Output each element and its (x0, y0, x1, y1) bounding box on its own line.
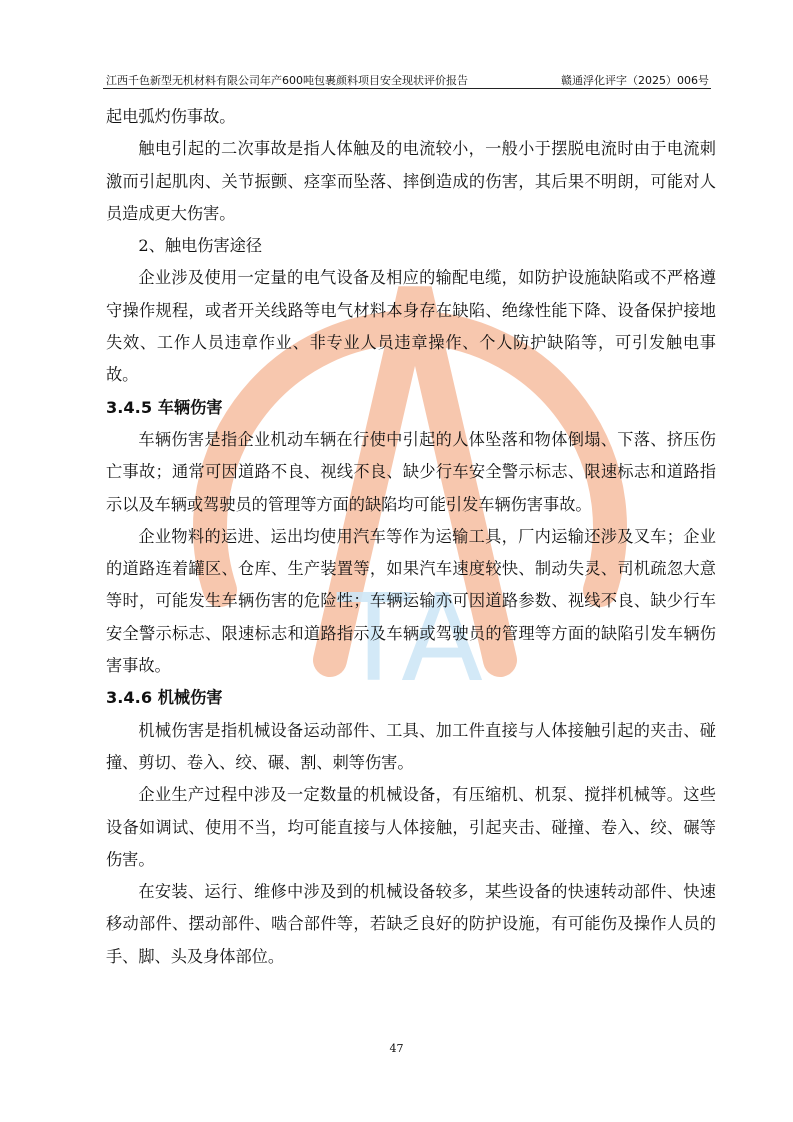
section-heading-vehicle-injury: 3.4.5 车辆伤害 (106, 397, 223, 417)
header-report-title: 江西千色新型无机材料有限公司年产600吨包裹颜料项目安全现状评价报告 (106, 74, 468, 87)
paragraph: 机械伤害是指机械设备运动部件、工具、加工件直接与人体接触引起的夹击、碰撞、剪切、卷入、绞、碾、割、刺等伤害。 (106, 720, 716, 772)
paragraph: 起电弧灼伤事故。 (106, 107, 236, 126)
paragraph: 车辆伤害是指企业机动车辆在行使中引起的人体坠落和物体倒塌、下落、挤压伤亡事故；通常可因道路不良、视线不良、缺少行车安全警示标志、限速标志和道路指示以及车辆或驾驶员的管理等方面的缺陷均可能引发车辆伤害事故。 (106, 429, 716, 514)
watermark-letters: TA (336, 570, 484, 700)
paragraph: 企业生产过程中涉及一定数量的机械设备，有压缩机、机泵、搅拌机械等。这些设备如调试、使用不当，均可能直接与人体接触，引起夹击、碰撞、卷入、绞、碾等伤害。 (106, 785, 716, 869)
header-report-number: 赣通浮化评字（2025）006号 (561, 74, 709, 87)
paragraph: 企业物料的运进、运出均使用汽车等作为运输工具，厂内运输还涉及叉车；企业的道路连着罐区、仓库、生产装置等，如果汽车速度较快、制动失灵、司机疏忽大意等时，可能发生车辆伤害的危险性；车辆运输亦可因道路参数、视线不良、缺少行车安全警示标志、限速标志和道路指示及车辆或驾驶员的管理等方面的缺陷引发车辆伤害事故。 (106, 526, 716, 676)
page-number: 47 (389, 1042, 404, 1055)
subheading: 2、触电伤害途径 (138, 236, 263, 256)
page-header (103, 70, 711, 89)
paragraph: 企业涉及使用一定量的电气设备及相应的输配电缆，如防护设施缺陷或不严格遵守操作规程，或者开关线路等电气材料本身存在缺陷、绝缘性能下降、设备保护接地失效、工作人员违章作业、非专业人员违章操作、个人防护缺陷等，可引发触电事故。 (106, 268, 716, 385)
section-heading-mechanical-injury: 3.4.6 机械伤害 (106, 688, 223, 708)
document-body (106, 101, 716, 973)
paragraph: 触电引起的二次事故是指人体触及的电流较小，一般小于摆脱电流时由于电流刺激而引起肌肉、关节振颤、痉挛而坠落、摔倒造成的伤害，其后果不明朗，可能对人员造成更大伤害。 (106, 139, 716, 223)
paragraph: 在安装、运行、维修中涉及到的机械设备较多，某些设备的快速转动部件、快速移动部件、摆动部件、啮合部件等，若缺乏良好的防护设施，有可能伤及操作人员的手、脚、头及身体部位。 (106, 882, 716, 966)
